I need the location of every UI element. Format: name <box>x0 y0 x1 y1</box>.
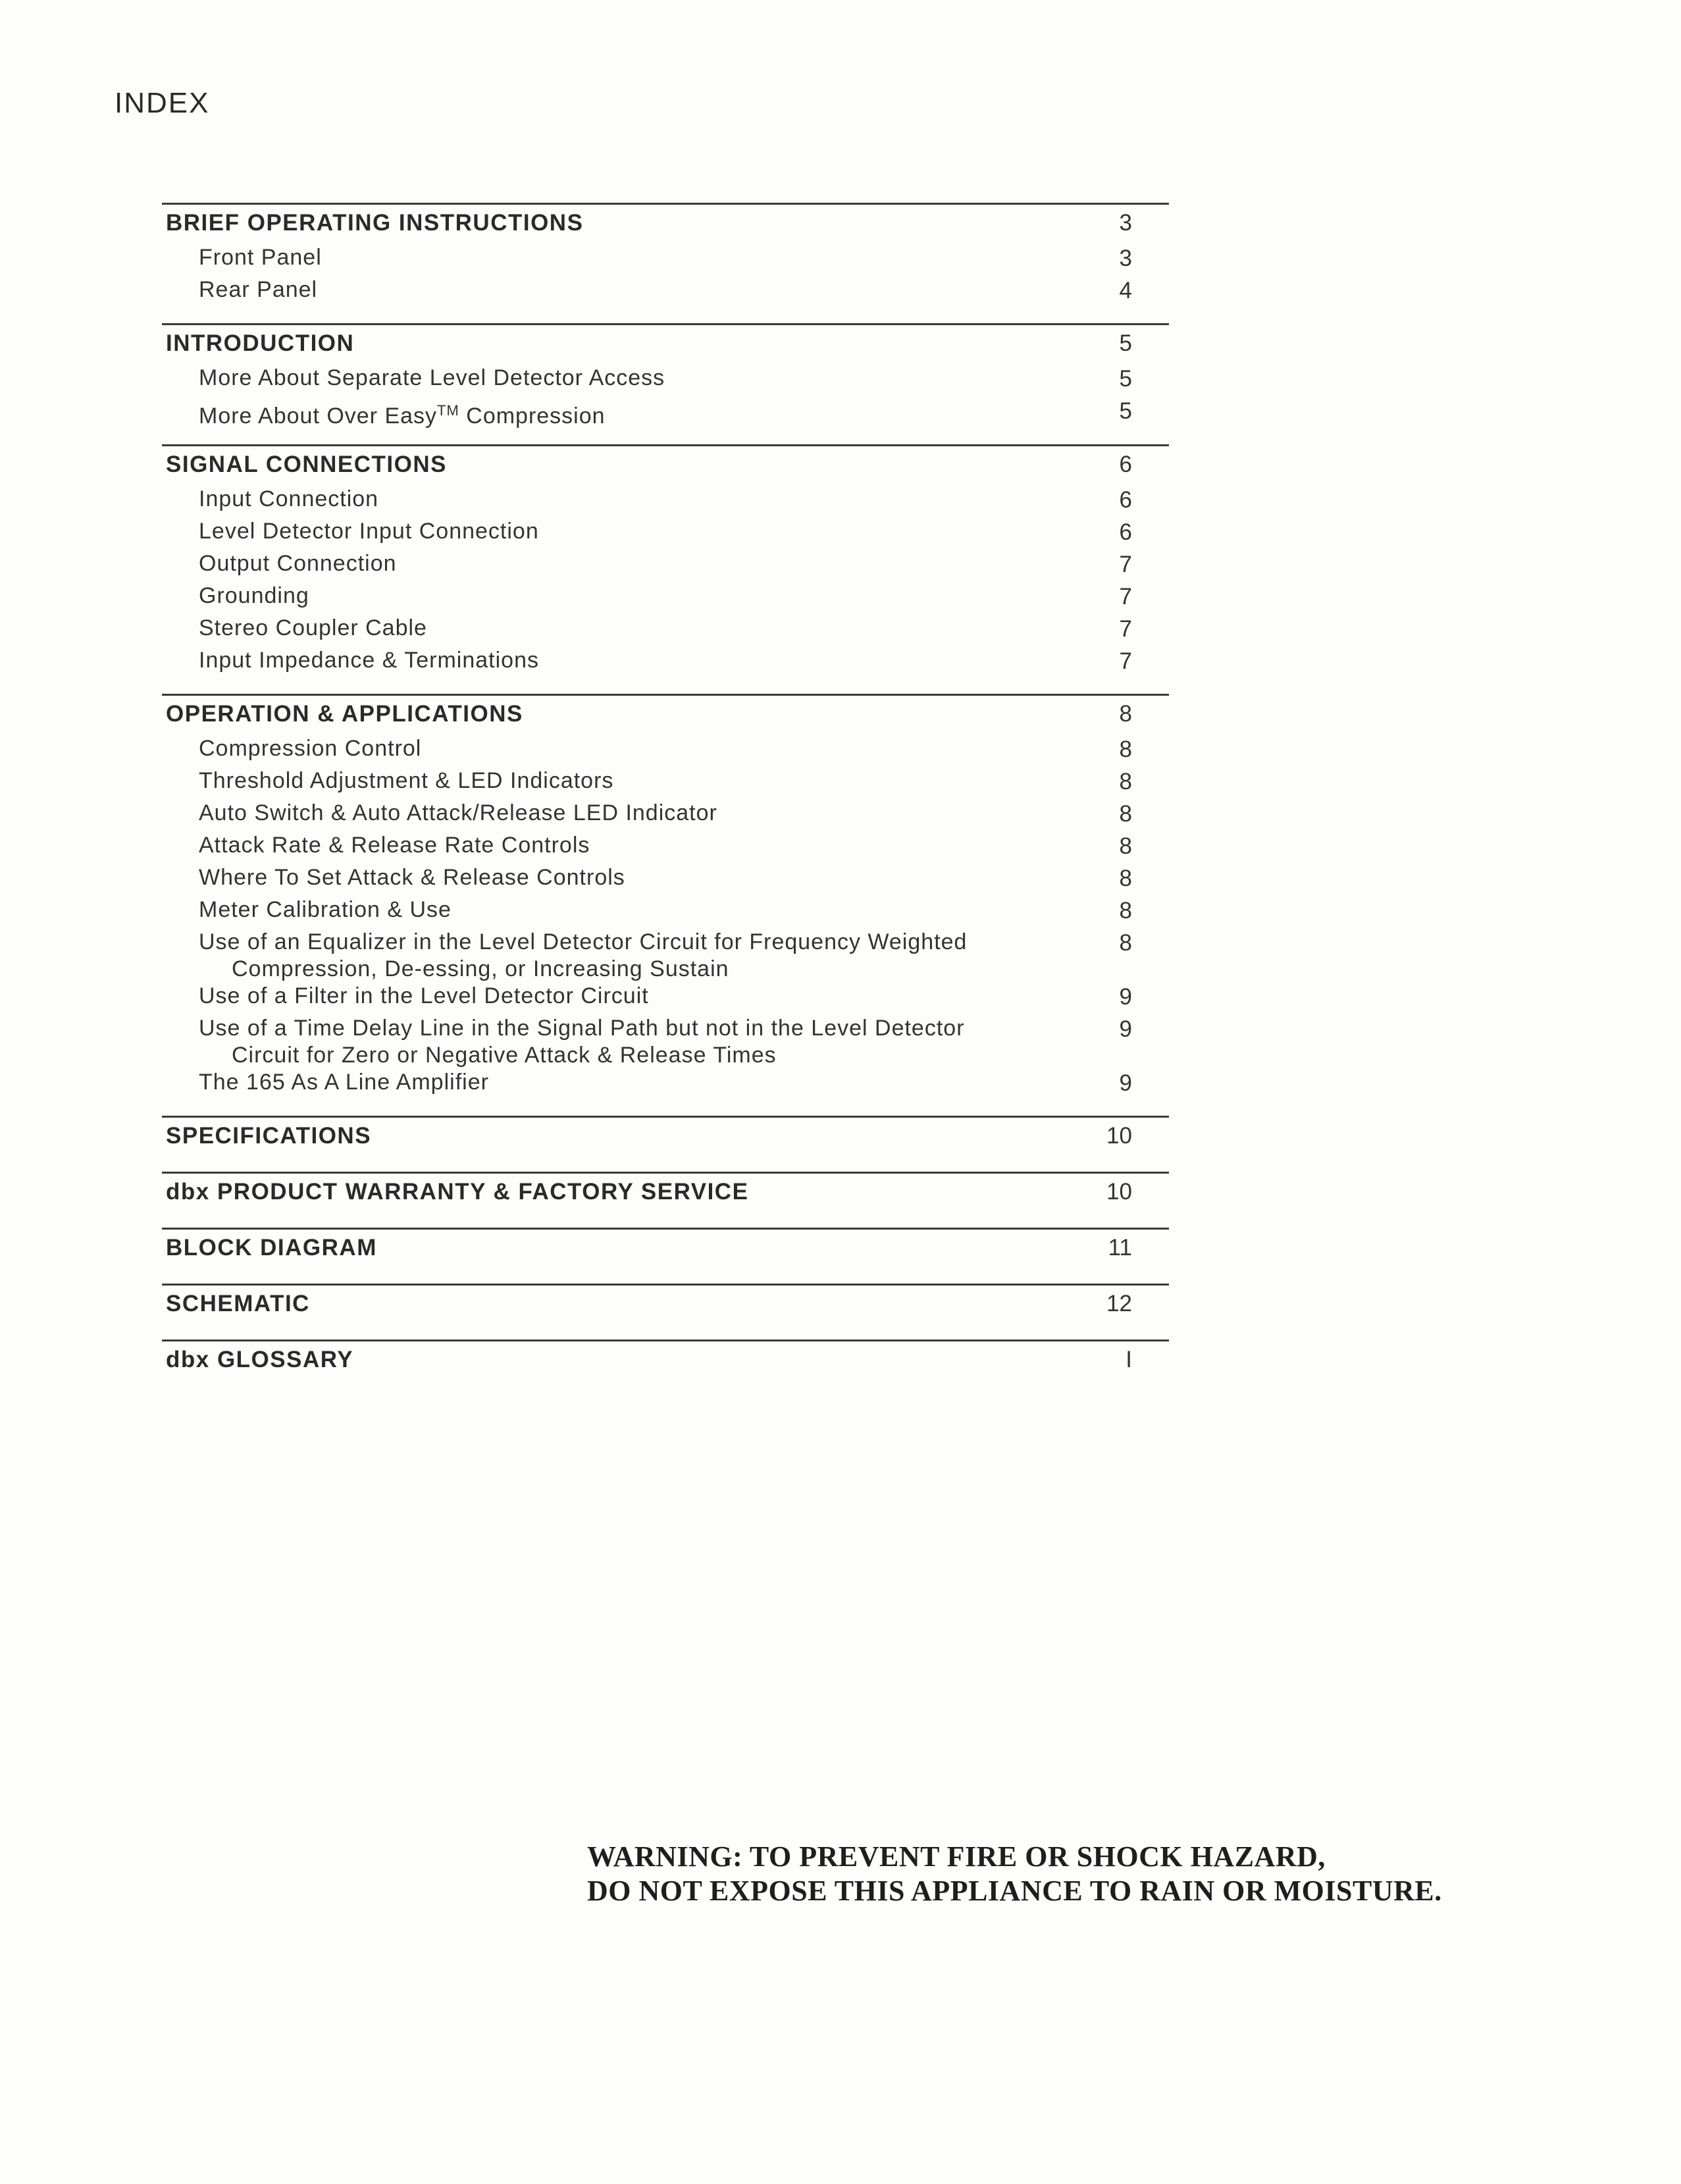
section-heading-row[interactable] <box>162 1345 1169 1381</box>
section-page-number: 3 <box>1119 210 1132 236</box>
entry-title-text: Attack Rate & Release Rate Controls <box>199 833 590 858</box>
entry-title <box>162 832 1053 859</box>
entry-title <box>162 550 1053 577</box>
entry-title-text: Stereo Coupler Cable <box>199 615 427 640</box>
toc-entry[interactable] <box>162 244 1169 276</box>
toc-section <box>162 1228 1169 1269</box>
section-title: dbx PRODUCT WARRANTY & FACTORY SERVICE <box>166 1179 749 1205</box>
entry-title-continuation: Compression, De-essing, or Increasing Sustain <box>232 956 729 981</box>
entry-title-text: Use of a Time Delay Line in the Signal Path but not in the Level Detector <box>199 1016 965 1041</box>
toc-entry[interactable] <box>162 897 1169 929</box>
toc-entry[interactable] <box>162 1069 1169 1101</box>
entry-title <box>162 518 1053 545</box>
trademark-mark: TM <box>437 402 459 419</box>
entry-title <box>162 735 1053 762</box>
table-of-contents <box>162 203 1169 1395</box>
entry-page-number: 7 <box>1119 584 1132 610</box>
section-heading-row[interactable] <box>162 1289 1169 1325</box>
entry-page-number: 7 <box>1119 552 1132 577</box>
section-page-number: 5 <box>1119 330 1132 356</box>
entry-page-number: 8 <box>1119 801 1132 827</box>
entry-title <box>162 767 1053 794</box>
section-page-number: 8 <box>1119 701 1132 727</box>
entry-title-text: More About Separate Level Detector Access <box>199 365 665 390</box>
entry-title-text: Use of an Equalizer in the Level Detector Circuit for Frequency Weighted <box>199 929 968 954</box>
toc-entry[interactable] <box>162 832 1169 864</box>
toc-entry[interactable] <box>162 735 1169 767</box>
entry-title <box>162 486 1053 513</box>
section-page-number: 12 <box>1106 1291 1132 1316</box>
entry-title-text: Threshold Adjustment & LED Indicators <box>199 768 614 793</box>
entry-title-text: Meter Calibration & Use <box>199 897 452 922</box>
section-heading-row[interactable] <box>162 1178 1169 1213</box>
entry-page-number: 7 <box>1119 616 1132 642</box>
toc-entry[interactable] <box>162 518 1169 550</box>
toc-entry[interactable] <box>162 550 1169 583</box>
section-title: OPERATION & APPLICATIONS <box>166 701 523 727</box>
entry-title-text: Input Connection <box>199 486 379 511</box>
section-title: SIGNAL CONNECTIONS <box>166 452 447 477</box>
toc-section <box>162 1339 1169 1381</box>
entry-page-number: 5 <box>1119 366 1132 392</box>
toc-section <box>162 1172 1169 1213</box>
section-title: SPECIFICATIONS <box>166 1123 372 1149</box>
section-heading-row[interactable] <box>162 450 1169 486</box>
warning-line-1: WARNING: TO PREVENT FIRE OR SHOCK HAZARD, <box>587 1840 1326 1873</box>
toc-entry[interactable] <box>162 767 1169 800</box>
entry-title-text: Level Detector Input Connection <box>199 519 539 544</box>
entry-title-text: Rear Panel <box>199 277 318 302</box>
entry-title-text-after: Compression <box>459 403 606 429</box>
toc-entry[interactable] <box>162 983 1169 1015</box>
section-heading-row[interactable] <box>162 329 1169 365</box>
toc-entry[interactable] <box>162 800 1169 832</box>
section-heading-row[interactable] <box>162 700 1169 735</box>
toc-entry[interactable] <box>162 864 1169 897</box>
entry-page-number: 8 <box>1119 898 1132 923</box>
entry-title <box>162 365 1053 392</box>
page-title: INDEX <box>115 87 210 119</box>
toc-section <box>162 323 1169 430</box>
entry-page-number: 8 <box>1119 769 1132 794</box>
entry-page-number: 6 <box>1119 519 1132 545</box>
entry-title-text: Grounding <box>199 583 309 608</box>
section-title: SCHEMATIC <box>166 1291 310 1316</box>
entry-title-text: Input Impedance & Terminations <box>199 648 539 673</box>
entry-title-text: The 165 As A Line Amplifier <box>199 1070 489 1095</box>
toc-entry[interactable] <box>162 1015 1169 1069</box>
entry-page-number: 3 <box>1119 246 1132 271</box>
entry-title-text: Output Connection <box>199 551 397 576</box>
section-page-number: I <box>1125 1347 1132 1372</box>
entry-title-text: More About Over Easy <box>199 403 438 429</box>
entry-page-number: 8 <box>1119 737 1132 762</box>
entry-title-text: Auto Switch & Auto Attack/Release LED Indicator <box>199 800 717 825</box>
section-page-number: 6 <box>1119 452 1132 477</box>
entry-title-text: Use of a Filter in the Level Detector Circuit <box>199 983 649 1008</box>
entry-title <box>162 397 1053 430</box>
entry-title <box>162 1015 1053 1069</box>
entry-title <box>162 276 1053 303</box>
entry-title <box>162 1069 1053 1096</box>
toc-entry[interactable] <box>162 397 1169 430</box>
entry-page-number: 6 <box>1119 487 1132 513</box>
section-title: INTRODUCTION <box>166 330 355 356</box>
entry-title <box>162 244 1053 271</box>
toc-entry[interactable] <box>162 486 1169 518</box>
entry-title <box>162 583 1053 610</box>
section-heading-row[interactable] <box>162 1234 1169 1269</box>
entry-page-number: 7 <box>1119 648 1132 674</box>
entry-title <box>162 983 1053 1010</box>
entry-page-number: 9 <box>1119 984 1132 1010</box>
toc-entry[interactable] <box>162 583 1169 615</box>
toc-entry[interactable] <box>162 365 1169 397</box>
toc-section <box>162 1116 1169 1157</box>
entry-page-number: 8 <box>1119 833 1132 859</box>
entry-page-number: 8 <box>1119 866 1132 891</box>
section-page-number: 11 <box>1108 1235 1132 1261</box>
section-title: dbx GLOSSARY <box>166 1347 354 1372</box>
entry-title-text: Where To Set Attack & Release Controls <box>199 865 625 890</box>
entry-title-text: Compression Control <box>199 736 422 761</box>
entry-page-number: 5 <box>1119 398 1132 424</box>
section-page-number: 10 <box>1106 1123 1132 1149</box>
toc-entry[interactable] <box>162 647 1169 679</box>
warning-notice <box>587 1840 1442 1908</box>
section-title: BLOCK DIAGRAM <box>166 1235 377 1261</box>
entry-page-number: 9 <box>1119 1016 1132 1042</box>
entry-title-text: Front Panel <box>199 245 322 270</box>
entry-page-number: 8 <box>1119 930 1132 956</box>
section-title: BRIEF OPERATING INSTRUCTIONS <box>166 210 584 236</box>
entry-title <box>162 647 1053 674</box>
warning-line-2: DO NOT EXPOSE THIS APPLIANCE TO RAIN OR MOISTURE. <box>587 1875 1442 1907</box>
toc-entry[interactable] <box>162 276 1169 309</box>
entry-page-number: 4 <box>1119 278 1132 303</box>
toc-section <box>162 1284 1169 1325</box>
entry-title <box>162 800 1053 827</box>
entry-title-continuation: Circuit for Zero or Negative Attack & Release Times <box>232 1043 777 1068</box>
entry-page-number: 9 <box>1119 1070 1132 1096</box>
toc-entry[interactable] <box>162 929 1169 983</box>
section-page-number: 10 <box>1106 1179 1132 1205</box>
section-heading-row[interactable] <box>162 1122 1169 1157</box>
toc-section <box>162 203 1169 309</box>
entry-title <box>162 897 1053 923</box>
section-heading-row[interactable] <box>162 209 1169 244</box>
toc-entry[interactable] <box>162 615 1169 647</box>
toc-section <box>162 444 1169 679</box>
entry-title <box>162 864 1053 891</box>
entry-title <box>162 929 1053 983</box>
toc-section <box>162 694 1169 1101</box>
entry-title <box>162 615 1053 642</box>
